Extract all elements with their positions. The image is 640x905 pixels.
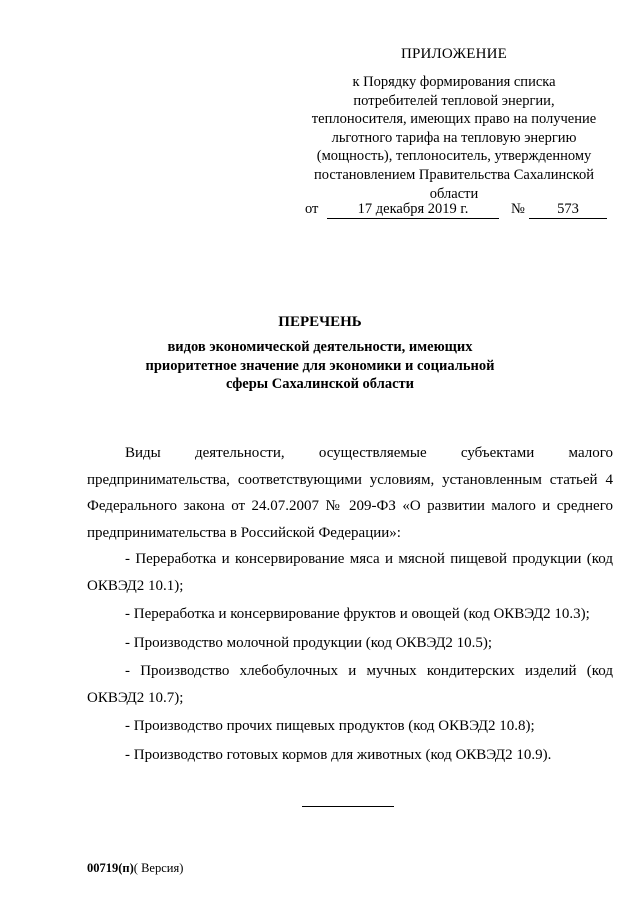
appendix-text — [290, 73, 618, 203]
appendix-line: области — [429, 185, 479, 202]
approval-number: 573 — [557, 201, 579, 217]
appendix-line: теплоносителя, имеющих право на получение — [311, 111, 597, 128]
separator-line — [302, 806, 394, 807]
document-code: 00719(п) — [87, 861, 134, 875]
list-item: - Производство хлебобулочных и мучных кондитерских изделий (код ОКВЭД2 10.7); — [87, 663, 613, 706]
subtitle-line: сферы Сахалинской области — [226, 376, 414, 392]
from-label: от — [305, 201, 319, 217]
intro-paragraph: Виды деятельности, осуществляемые субъектами малого предпринимательства, соответствующими условиям, установленным статьей 4 Федерального закона от 24.07.2007 № 209-ФЗ «О развитии малого и среднего предпринимательства в Российской Федерации»: — [87, 445, 613, 541]
list-title: ПЕРЕЧЕНЬ — [278, 314, 362, 330]
list-item: - Переработка и консервирование фруктов и овощей (код ОКВЭД2 10.3); — [125, 606, 590, 622]
list-item: - Переработка и консервирование мяса и мясной пищевой продукции (код ОКВЭД2 10.1); — [87, 551, 613, 594]
list-item: - Производство прочих пищевых продуктов (код ОКВЭД2 10.8); — [125, 718, 535, 734]
subtitle-line: видов экономической деятельности, имеющих — [167, 339, 473, 355]
number-label: № — [511, 201, 525, 217]
appendix-line: к Порядку формирования списка — [352, 74, 556, 90]
document-version: ( Версия) — [133, 861, 184, 875]
appendix-line: постановлением Правительства Сахалинской — [314, 166, 594, 183]
appendix-line: (мощность), теплоноситель, утвержденному — [316, 148, 592, 165]
appendix-line: льготного тарифа на тепловую энергию — [331, 129, 577, 146]
appendix-line: потребителей тепловой энергии, — [353, 92, 555, 109]
approval-line — [305, 201, 615, 221]
list-item: - Производство готовых кормов для животных (код ОКВЭД2 10.9). — [125, 746, 552, 763]
document-footer — [87, 861, 183, 876]
approval-date: 17 декабря 2019 г. — [357, 201, 469, 217]
list-subtitle — [120, 338, 520, 394]
appendix-title: ПРИЛОЖЕНИЕ — [400, 46, 508, 62]
date-underline — [327, 218, 499, 219]
number-underline — [529, 218, 607, 219]
subtitle-line: приоритетное значение для экономики и социальной — [145, 357, 495, 374]
list-item: - Производство молочной продукции (код ОКВЭД2 10.5); — [125, 634, 493, 651]
activity-list — [87, 546, 613, 770]
